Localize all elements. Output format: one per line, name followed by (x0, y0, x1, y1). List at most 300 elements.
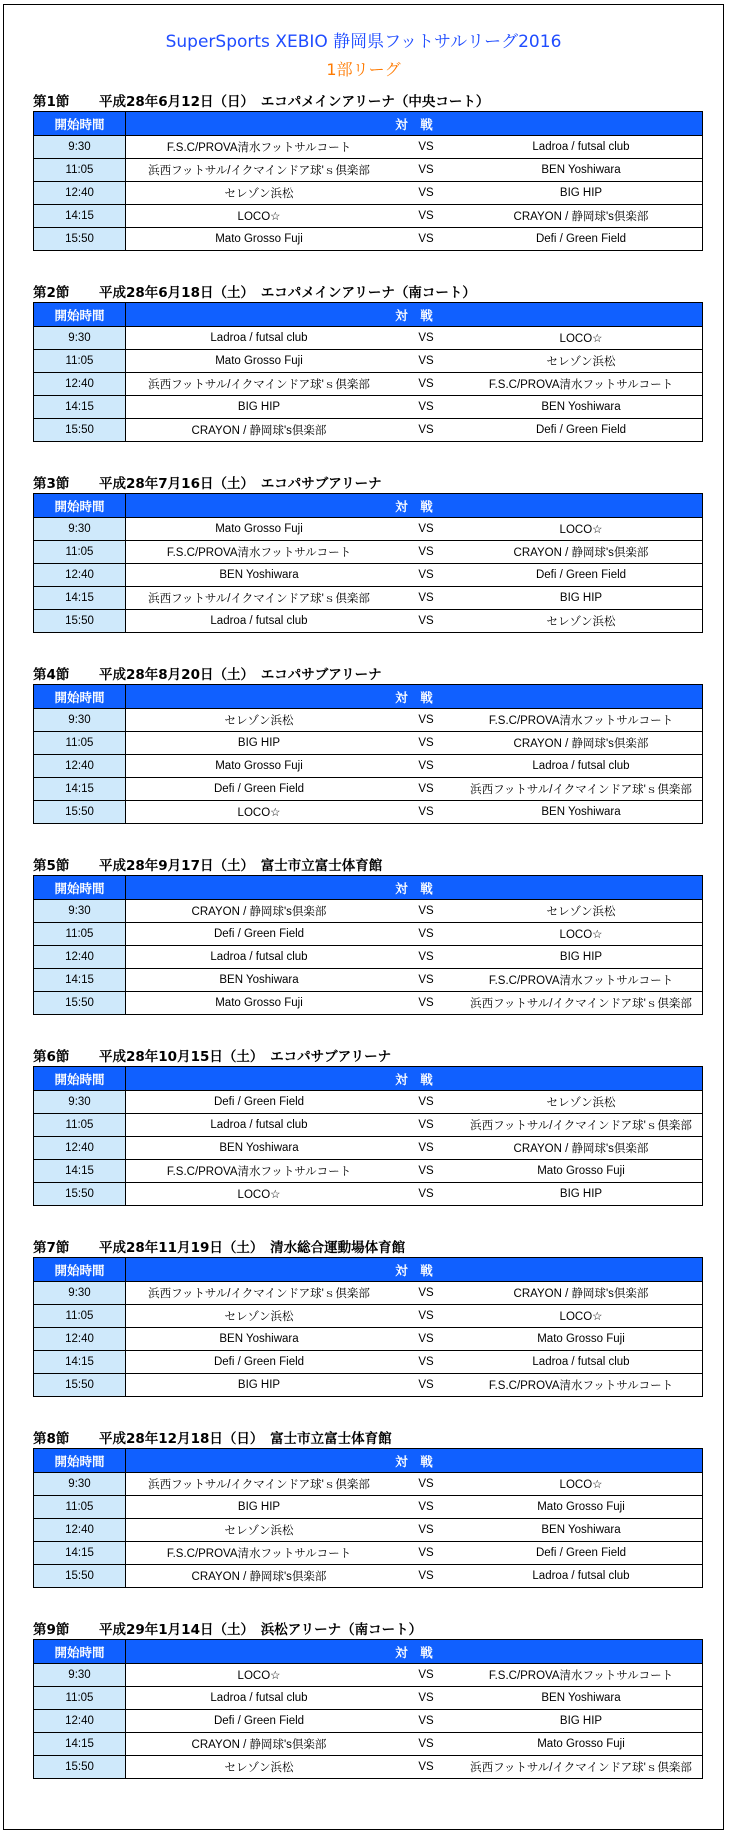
kickoff-time: 15:50 (34, 419, 126, 442)
home-team: 浜西フットサル/イクマインドア球'ｓ倶楽部 (148, 1288, 370, 1300)
round-section (33, 857, 703, 1015)
match-cell (126, 778, 703, 801)
kickoff-time: 11:05 (34, 732, 126, 755)
round-section (33, 1430, 703, 1588)
round-date-venue: 平成28年7月16日（土） エコパサブアリーナ (99, 476, 382, 492)
table-row (34, 1328, 703, 1351)
table-row (34, 1664, 703, 1687)
kickoff-time: 14:15 (34, 1733, 126, 1756)
round-number: 第3節 (33, 476, 70, 492)
table-row (34, 396, 703, 419)
vs-label: VS (418, 737, 434, 749)
table-header-row (34, 685, 703, 709)
away-team: Defi / Green Field (535, 424, 627, 436)
kickoff-time: 15:50 (34, 228, 126, 251)
header-match: 対 戦 (126, 1258, 703, 1282)
header-match: 対 戦 (126, 303, 703, 327)
kickoff-time: 12:40 (34, 1519, 126, 1542)
vs-label: VS (418, 1501, 434, 1513)
home-team: 浜西フットサル/イクマインドア球'ｓ倶楽部 (148, 1479, 370, 1491)
table-row (34, 1565, 703, 1588)
table-row (34, 327, 703, 350)
match-cell (126, 709, 703, 732)
match-cell (126, 1183, 703, 1206)
away-team: BIG HIP (559, 592, 603, 604)
kickoff-time: 14:15 (34, 1160, 126, 1183)
away-team: LOCO☆ (559, 524, 603, 536)
match-cell (126, 1114, 703, 1137)
match-cell (126, 992, 703, 1015)
kickoff-time: 12:40 (34, 755, 126, 778)
away-team: Mato Grosso Fuji (537, 1738, 625, 1750)
match-cell (126, 1733, 703, 1756)
round-section (33, 1621, 703, 1779)
vs-label: VS (418, 592, 434, 604)
match-cell (126, 969, 703, 992)
match-cell (126, 1664, 703, 1687)
match-cell (126, 1160, 703, 1183)
table-row (34, 900, 703, 923)
kickoff-time: 9:30 (34, 327, 126, 350)
round-section (33, 93, 703, 251)
away-team: 浜西フットサル/イクマインドア球'ｓ倶楽部 (470, 1762, 692, 1774)
kickoff-time: 15:50 (34, 610, 126, 633)
round-section (33, 1239, 703, 1397)
home-team: BEN Yoshiwara (219, 569, 299, 581)
header-start-time: 開始時間 (34, 1258, 126, 1282)
vs-label: VS (418, 187, 434, 199)
header-start-time: 開始時間 (34, 1449, 126, 1473)
match-cell (126, 755, 703, 778)
table-row (34, 1091, 703, 1114)
vs-label: VS (418, 523, 434, 535)
table-row (34, 419, 703, 442)
kickoff-time: 11:05 (34, 923, 126, 946)
away-team: BEN Yoshiwara (541, 1524, 621, 1536)
kickoff-time: 14:15 (34, 587, 126, 610)
away-team: 浜西フットサル/イクマインドア球'ｓ倶楽部 (470, 1120, 692, 1132)
page-subtitle: 1部リーグ (326, 60, 401, 79)
vs-label: VS (418, 424, 434, 436)
header-match: 対 戦 (126, 685, 703, 709)
table-row (34, 732, 703, 755)
away-team: Ladroa / futsal club (532, 1570, 630, 1582)
away-team: Mato Grosso Fuji (537, 1333, 625, 1345)
kickoff-time: 14:15 (34, 396, 126, 419)
away-team: Mato Grosso Fuji (537, 1165, 625, 1177)
away-team: LOCO☆ (559, 1311, 603, 1323)
table-row (34, 1473, 703, 1496)
match-cell (126, 1542, 703, 1565)
away-team: CRAYON / 静岡球's倶楽部 (513, 1143, 649, 1155)
vs-label: VS (418, 546, 434, 558)
home-team: Defi / Green Field (213, 1356, 305, 1368)
match-cell (126, 1496, 703, 1519)
match-cell (126, 1091, 703, 1114)
kickoff-time: 15:50 (34, 992, 126, 1015)
vs-label: VS (418, 783, 434, 795)
table-row (34, 1282, 703, 1305)
match-cell (126, 419, 703, 442)
round-date-venue: 平成28年10月15日（土） エコパサブアリーナ (99, 1049, 392, 1065)
home-team: CRAYON / 静岡球's倶楽部 (191, 1571, 327, 1583)
round-number: 第8節 (33, 1431, 70, 1447)
home-team: セレゾン浜松 (224, 1762, 294, 1774)
away-team: F.S.C/PROVA清水フットサルコート (488, 975, 674, 987)
schedule-table (33, 493, 703, 633)
vs-label: VS (418, 1570, 434, 1582)
round-date-venue: 平成28年12月18日（日） 富士市立富士体育館 (99, 1431, 392, 1447)
table-row (34, 1733, 703, 1756)
kickoff-time: 12:40 (34, 182, 126, 205)
match-cell (126, 396, 703, 419)
away-team: Ladroa / futsal club (532, 141, 630, 153)
vs-label: VS (418, 905, 434, 917)
match-cell (126, 946, 703, 969)
kickoff-time: 11:05 (34, 1687, 126, 1710)
away-team: CRAYON / 静岡球's倶楽部 (513, 211, 649, 223)
vs-label: VS (418, 928, 434, 940)
home-team: BIG HIP (237, 1501, 281, 1513)
round-date-venue: 平成28年6月12日（日） エコパメインアリーナ（中央コート） (99, 94, 490, 110)
kickoff-time: 15:50 (34, 801, 126, 824)
schedule-table (33, 1066, 703, 1206)
vs-label: VS (418, 760, 434, 772)
schedule-table (33, 1257, 703, 1397)
schedule-table (33, 1448, 703, 1588)
kickoff-time: 9:30 (34, 709, 126, 732)
round-number: 第7節 (33, 1240, 70, 1256)
vs-label: VS (418, 1379, 434, 1391)
home-team: LOCO☆ (237, 807, 281, 819)
schedule-table (33, 1639, 703, 1779)
vs-label: VS (418, 1547, 434, 1559)
home-team: セレゾン浜松 (224, 1311, 294, 1323)
round-section (33, 1048, 703, 1206)
home-team: Mato Grosso Fuji (215, 233, 303, 245)
vs-label: VS (418, 1356, 434, 1368)
table-header-row (34, 1640, 703, 1664)
table-header-row (34, 112, 703, 136)
away-team: セレゾン浜松 (546, 1097, 616, 1109)
home-team: BEN Yoshiwara (219, 1333, 299, 1345)
table-row (34, 228, 703, 251)
kickoff-time: 9:30 (34, 136, 126, 159)
match-cell (126, 1137, 703, 1160)
round-number: 第5節 (33, 858, 70, 874)
kickoff-time: 14:15 (34, 778, 126, 801)
table-row (34, 610, 703, 633)
home-team: 浜西フットサル/イクマインドア球'ｓ倶楽部 (148, 165, 370, 177)
round-heading (33, 93, 703, 111)
match-cell (126, 923, 703, 946)
round-heading (33, 1430, 703, 1448)
schedule-table (33, 684, 703, 824)
kickoff-time: 12:40 (34, 1137, 126, 1160)
home-team: F.S.C/PROVA清水フットサルコート (166, 142, 352, 154)
table-row (34, 1519, 703, 1542)
match-cell (126, 1305, 703, 1328)
schedule-table (33, 111, 703, 251)
vs-label: VS (418, 1761, 434, 1773)
kickoff-time: 15:50 (34, 1565, 126, 1588)
kickoff-time: 9:30 (34, 1664, 126, 1687)
home-team: 浜西フットサル/イクマインドア球'ｓ倶楽部 (148, 593, 370, 605)
match-cell (126, 801, 703, 824)
home-team: 浜西フットサル/イクマインドア球'ｓ倶楽部 (148, 379, 370, 391)
round-heading (33, 666, 703, 684)
vs-label: VS (418, 951, 434, 963)
round-heading (33, 1048, 703, 1066)
vs-label: VS (418, 1287, 434, 1299)
vs-label: VS (418, 332, 434, 344)
home-team: Mato Grosso Fuji (215, 760, 303, 772)
kickoff-time: 11:05 (34, 541, 126, 564)
kickoff-time: 11:05 (34, 350, 126, 373)
vs-label: VS (418, 1188, 434, 1200)
kickoff-time: 15:50 (34, 1756, 126, 1779)
match-cell (126, 228, 703, 251)
header-start-time: 開始時間 (34, 303, 126, 327)
table-row (34, 1160, 703, 1183)
vs-label: VS (418, 1096, 434, 1108)
match-cell (126, 1756, 703, 1779)
vs-label: VS (418, 714, 434, 726)
home-team: Defi / Green Field (213, 783, 305, 795)
kickoff-time: 11:05 (34, 159, 126, 182)
home-team: LOCO☆ (237, 1189, 281, 1201)
header-start-time: 開始時間 (34, 112, 126, 136)
home-team: F.S.C/PROVA清水フットサルコート (166, 1166, 352, 1178)
away-team: F.S.C/PROVA清水フットサルコート (488, 1670, 674, 1682)
vs-label: VS (418, 569, 434, 581)
vs-label: VS (418, 1692, 434, 1704)
round-heading (33, 1621, 703, 1639)
table-row (34, 182, 703, 205)
page-frame (3, 4, 724, 1830)
match-cell (126, 1374, 703, 1397)
header-start-time: 開始時間 (34, 685, 126, 709)
vs-label: VS (418, 1524, 434, 1536)
vs-label: VS (418, 233, 434, 245)
vs-label: VS (418, 1715, 434, 1727)
away-team: BIG HIP (559, 187, 603, 199)
match-cell (126, 350, 703, 373)
table-header-row (34, 1067, 703, 1091)
table-row (34, 969, 703, 992)
header-match: 対 戦 (126, 494, 703, 518)
round-heading (33, 475, 703, 493)
match-cell (126, 1519, 703, 1542)
away-team: BIG HIP (559, 951, 603, 963)
table-row (34, 1496, 703, 1519)
away-team: F.S.C/PROVA清水フットサルコート (488, 379, 674, 391)
away-team: Ladroa / futsal club (532, 760, 630, 772)
round-date-venue: 平成28年6月18日（土） エコパメインアリーナ（南コート） (99, 285, 476, 301)
away-team: Defi / Green Field (535, 569, 627, 581)
round-date-venue: 平成28年9月17日（土） 富士市立富士体育館 (99, 858, 383, 874)
vs-label: VS (418, 974, 434, 986)
away-team: BIG HIP (559, 1188, 603, 1200)
schedule-table (33, 875, 703, 1015)
round-heading (33, 284, 703, 302)
match-cell (126, 373, 703, 396)
table-row (34, 709, 703, 732)
table-row (34, 205, 703, 228)
away-team: BIG HIP (559, 1715, 603, 1727)
table-row (34, 1687, 703, 1710)
table-row (34, 350, 703, 373)
kickoff-time: 9:30 (34, 1282, 126, 1305)
table-row (34, 1114, 703, 1137)
away-team: セレゾン浜松 (546, 356, 616, 368)
home-team: Ladroa / futsal club (210, 1692, 308, 1704)
table-header-row (34, 303, 703, 327)
home-team: CRAYON / 静岡球's倶楽部 (191, 425, 327, 437)
kickoff-time: 11:05 (34, 1114, 126, 1137)
away-team: 浜西フットサル/イクマインドア球'ｓ倶楽部 (470, 998, 692, 1010)
vs-label: VS (418, 806, 434, 818)
vs-label: VS (418, 1669, 434, 1681)
home-team: Mato Grosso Fuji (215, 523, 303, 535)
vs-label: VS (418, 141, 434, 153)
table-row (34, 778, 703, 801)
table-header-row (34, 494, 703, 518)
away-team: CRAYON / 静岡球's倶楽部 (513, 1288, 649, 1300)
table-row (34, 564, 703, 587)
home-team: LOCO☆ (237, 1670, 281, 1682)
vs-label: VS (418, 210, 434, 222)
match-cell (126, 610, 703, 633)
kickoff-time: 14:15 (34, 1351, 126, 1374)
away-team: Ladroa / futsal club (532, 1356, 630, 1368)
home-team: BIG HIP (237, 1379, 281, 1391)
header-start-time: 開始時間 (34, 1067, 126, 1091)
home-team: Mato Grosso Fuji (215, 997, 303, 1009)
away-team: F.S.C/PROVA清水フットサルコート (488, 1380, 674, 1392)
home-team: F.S.C/PROVA清水フットサルコート (166, 1548, 352, 1560)
table-row (34, 587, 703, 610)
table-row (34, 518, 703, 541)
kickoff-time: 15:50 (34, 1183, 126, 1206)
round-number: 第1節 (33, 94, 70, 110)
home-team: セレゾン浜松 (224, 188, 294, 200)
vs-label: VS (418, 401, 434, 413)
vs-label: VS (418, 1142, 434, 1154)
round-number: 第2節 (33, 285, 70, 301)
match-cell (126, 1710, 703, 1733)
round-date-venue: 平成28年11月19日（土） 清水総合運動場体育館 (99, 1240, 406, 1256)
match-cell (126, 1565, 703, 1588)
home-team: CRAYON / 静岡球's倶楽部 (191, 906, 327, 918)
match-cell (126, 327, 703, 350)
home-team: BEN Yoshiwara (219, 1142, 299, 1154)
away-team: Defi / Green Field (535, 233, 627, 245)
match-cell (126, 1473, 703, 1496)
vs-label: VS (418, 997, 434, 1009)
away-team: LOCO☆ (559, 333, 603, 345)
match-cell (126, 159, 703, 182)
vs-label: VS (418, 1738, 434, 1750)
vs-label: VS (418, 1333, 434, 1345)
away-team: BEN Yoshiwara (541, 401, 621, 413)
round-heading (33, 857, 703, 875)
away-team: 浜西フットサル/イクマインドア球'ｓ倶楽部 (470, 784, 692, 796)
table-row (34, 1710, 703, 1733)
away-team: BEN Yoshiwara (541, 1692, 621, 1704)
kickoff-time: 12:40 (34, 1710, 126, 1733)
kickoff-time: 14:15 (34, 1542, 126, 1565)
table-row (34, 992, 703, 1015)
away-team: LOCO☆ (559, 1479, 603, 1491)
away-team: Mato Grosso Fuji (537, 1501, 625, 1513)
table-header-row (34, 876, 703, 900)
kickoff-time: 12:40 (34, 946, 126, 969)
match-cell (126, 732, 703, 755)
round-date-venue: 平成29年1月14日（土） 浜松アリーナ（南コート） (99, 1622, 423, 1638)
table-row (34, 159, 703, 182)
header-start-time: 開始時間 (34, 494, 126, 518)
match-cell (126, 541, 703, 564)
away-team: CRAYON / 静岡球's倶楽部 (513, 738, 649, 750)
table-row (34, 136, 703, 159)
match-cell (126, 205, 703, 228)
page-title: SuperSports XEBIO 静岡県フットサルリーグ2016 (165, 32, 562, 52)
vs-label: VS (418, 1119, 434, 1131)
home-team: Defi / Green Field (213, 1715, 305, 1727)
kickoff-time: 9:30 (34, 518, 126, 541)
table-row (34, 373, 703, 396)
vs-label: VS (418, 615, 434, 627)
table-row (34, 801, 703, 824)
table-row (34, 755, 703, 778)
table-row (34, 923, 703, 946)
match-cell (126, 1282, 703, 1305)
home-team: Ladroa / futsal club (210, 615, 308, 627)
away-team: BEN Yoshiwara (541, 164, 621, 176)
table-row (34, 1351, 703, 1374)
table-header-row (34, 1449, 703, 1473)
round-section (33, 666, 703, 824)
away-team: Defi / Green Field (535, 1547, 627, 1559)
home-team: LOCO☆ (237, 211, 281, 223)
table-row (34, 541, 703, 564)
home-team: BIG HIP (237, 401, 281, 413)
table-header-row (34, 1258, 703, 1282)
header-match: 対 戦 (126, 112, 703, 136)
header-match: 対 戦 (126, 1640, 703, 1664)
vs-label: VS (418, 1478, 434, 1490)
header-start-time: 開始時間 (34, 876, 126, 900)
schedule-table (33, 302, 703, 442)
kickoff-time: 9:30 (34, 1091, 126, 1114)
header-start-time: 開始時間 (34, 1640, 126, 1664)
kickoff-time: 12:40 (34, 564, 126, 587)
round-number: 第9節 (33, 1622, 70, 1638)
table-row (34, 1542, 703, 1565)
away-team: LOCO☆ (559, 929, 603, 941)
home-team: Defi / Green Field (213, 1096, 305, 1108)
header-match: 対 戦 (126, 1449, 703, 1473)
away-team: BEN Yoshiwara (541, 806, 621, 818)
home-team: セレゾン浜松 (224, 715, 294, 727)
round-number: 第4節 (33, 667, 70, 683)
home-team: F.S.C/PROVA清水フットサルコート (166, 547, 352, 559)
vs-label: VS (418, 164, 434, 176)
vs-label: VS (418, 378, 434, 390)
round-section (33, 475, 703, 633)
kickoff-time: 11:05 (34, 1305, 126, 1328)
